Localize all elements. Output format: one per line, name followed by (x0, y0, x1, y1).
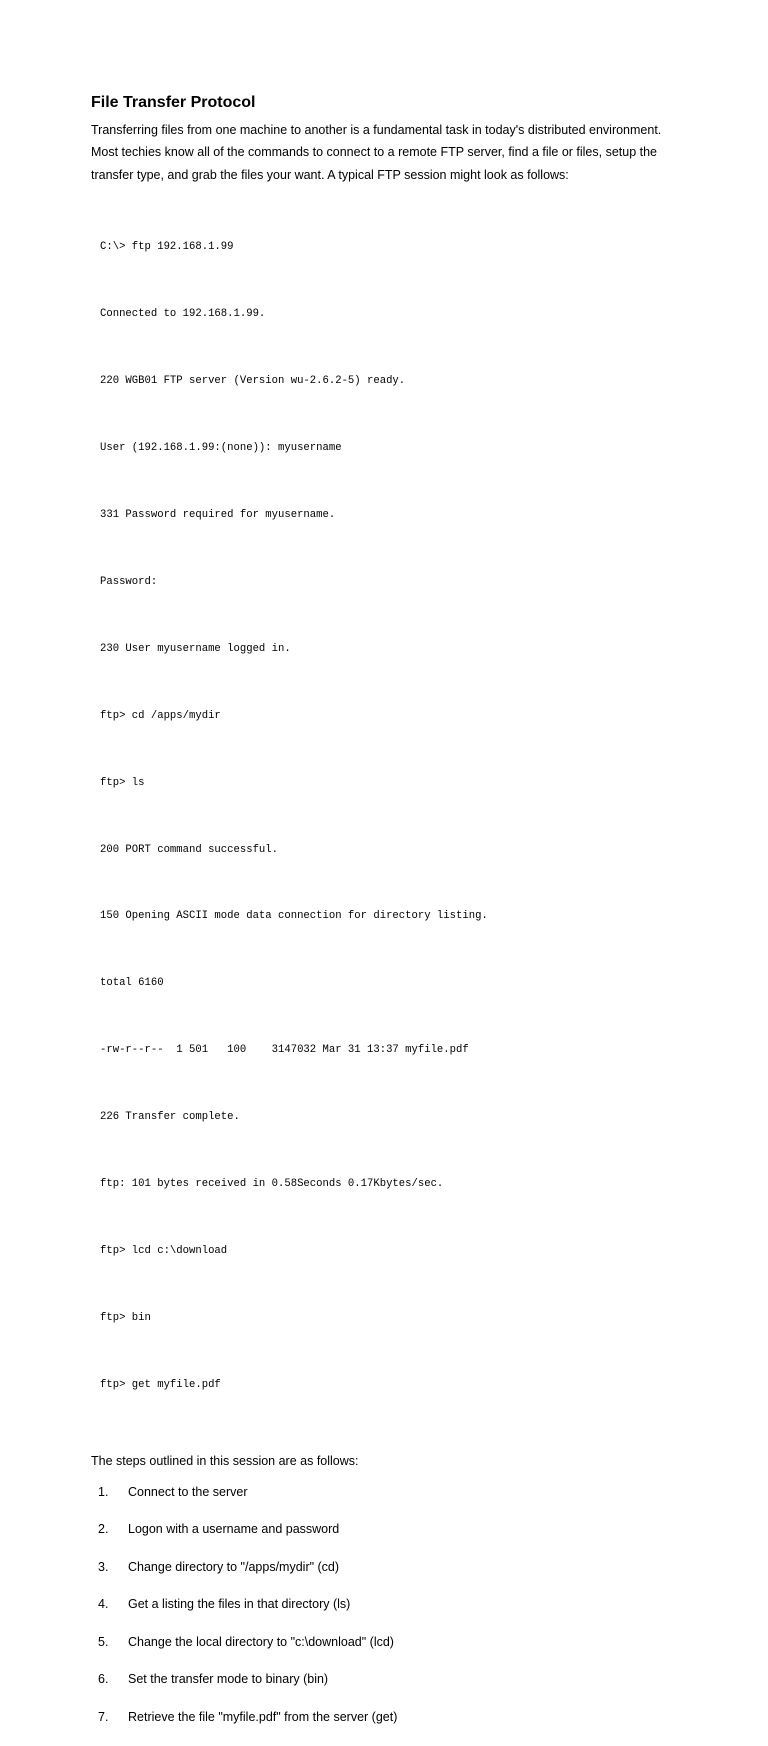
list-item (91, 1670, 691, 1708)
session-line: ftp> cd /apps/mydir (100, 709, 221, 722)
session-line: 200 PORT command successful. (100, 843, 279, 856)
list-item (91, 1633, 691, 1671)
steps-list (91, 1483, 691, 1746)
session-line: -rw-r--r-- 1 501 100 3147032 Mar 31 13:37 myfile.pdf (100, 1044, 469, 1057)
list-item (91, 1483, 691, 1521)
session-line: 331 Password required for myusername. (100, 509, 336, 522)
list-item (91, 1558, 691, 1596)
session-line: 150 Opening ASCII mode data connection for directory listing. (100, 910, 488, 923)
ftp-session-transcript (100, 192, 691, 1441)
session-line: Connected to 192.168.1.99. (100, 308, 266, 321)
session-line: 230 User myusername logged in. (100, 642, 291, 655)
step-text: Retrieve the file "myfile.pdf" from the server (get) (128, 1710, 398, 1725)
list-item (91, 1595, 691, 1633)
session-line: 220 WGB01 FTP server (Version wu-2.6.2-5) ready. (100, 375, 406, 388)
step-number: 3. (98, 1559, 109, 1574)
session-line: C:\> ftp 192.168.1.99 (100, 241, 234, 254)
list-item (91, 1520, 691, 1558)
step-number: 2. (98, 1522, 109, 1537)
step-text: Set the transfer mode to binary (bin) (128, 1672, 329, 1687)
list-item (91, 1708, 691, 1746)
session-line: total 6160 (100, 977, 164, 990)
step-number: 5. (98, 1634, 109, 1649)
intro-paragraph: Transferring files from one machine to another is a fundamental task in today's distributed environment. Most techies know all of the commands to connect to a remote FTP server, find a file or files, setup the transfer type, and grab the files your want. A typical FTP session might look as follows: (91, 123, 662, 182)
step-text: Change directory to "/apps/mydir" (cd) (128, 1559, 340, 1574)
step-text: Connect to the server (128, 1484, 248, 1499)
step-number: 6. (98, 1672, 109, 1687)
step-text: Logon with a username and password (128, 1522, 340, 1537)
session-line: ftp> lcd c:\download (100, 1244, 228, 1257)
session-line: Password: (100, 575, 158, 588)
step-number: 7. (98, 1710, 109, 1725)
document-page (91, 94, 691, 1746)
session-line: ftp> bin (100, 1311, 151, 1324)
steps-intro: The steps outlined in this session are as follows: (91, 1453, 359, 1468)
step-number: 1. (98, 1484, 109, 1499)
session-line: ftp> get myfile.pdf (100, 1378, 221, 1391)
step-number: 4. (98, 1597, 109, 1612)
session-line: ftp> ls (100, 776, 145, 789)
step-text: Change the local directory to "c:\download" (lcd) (128, 1634, 394, 1649)
session-line: User (192.168.1.99:(none)): myusername (100, 442, 342, 455)
step-text: Get a listing the files in that directory (ls) (128, 1597, 351, 1612)
page-title: File Transfer Protocol (91, 94, 256, 111)
session-line: 226 Transfer complete. (100, 1111, 240, 1124)
session-line: ftp: 101 bytes received in 0.58Seconds 0.17Kbytes/sec. (100, 1177, 444, 1190)
